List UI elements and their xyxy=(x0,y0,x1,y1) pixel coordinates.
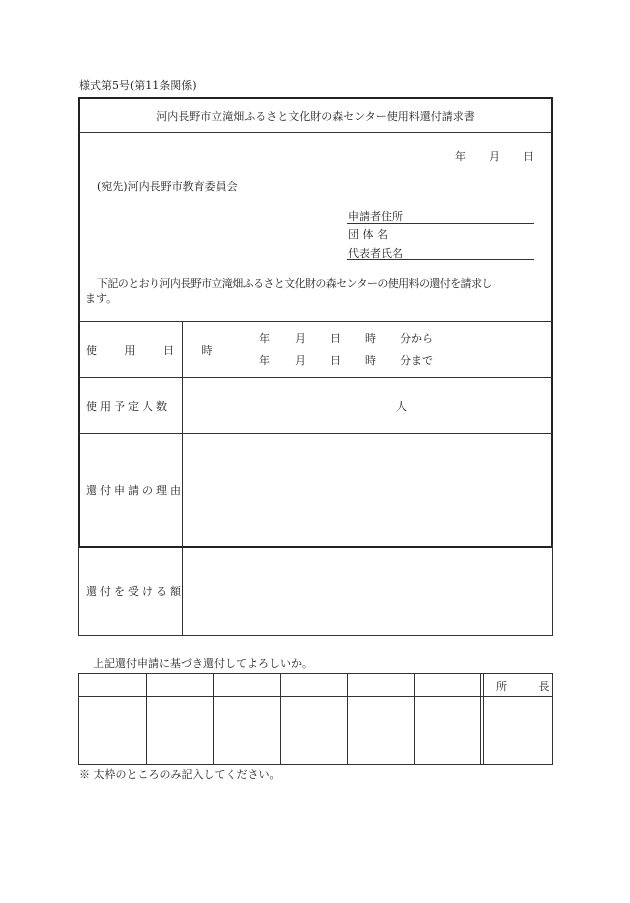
amount-bottom-border xyxy=(78,635,553,636)
request-text-line2: ます。 xyxy=(85,292,118,305)
date-year-label: 年 xyxy=(455,150,466,163)
planned-people-label: 使用予定人数 xyxy=(86,400,170,413)
applicant-representative-label: 代表者氏名 xyxy=(348,247,403,260)
stamp-col-divider xyxy=(480,673,481,764)
from-hour: 時 xyxy=(365,332,376,345)
addressee: (宛先)河内長野市教育委員会 xyxy=(97,180,238,193)
approval-intro: 上記還付申請に基づき還付してよろしいか。 xyxy=(93,657,313,670)
from-day: 日 xyxy=(330,332,341,345)
to-hour: 時 xyxy=(365,354,376,367)
stamp-col-divider xyxy=(280,673,281,764)
form-title: 河内長野市立滝畑ふるさと文化財の森センター使用料還付請求書 xyxy=(156,110,475,123)
to-day: 日 xyxy=(330,354,341,367)
stamp-col-divider-double xyxy=(483,673,484,764)
form-number: 様式第5号(第11条関係) xyxy=(79,79,197,92)
stamp-col-divider xyxy=(146,673,147,764)
to-year: 年 xyxy=(259,354,270,367)
title-divider xyxy=(79,132,552,133)
row-divider xyxy=(79,433,552,434)
from-month: 月 xyxy=(295,332,306,345)
approval-stamp-table xyxy=(78,673,553,765)
stamp-col-divider xyxy=(213,673,214,764)
applicant-representative-line[interactable] xyxy=(347,259,534,260)
planned-people-field[interactable] xyxy=(184,379,550,433)
from-year: 年 xyxy=(259,332,270,345)
to-month: 月 xyxy=(295,354,306,367)
date-month-label: 月 xyxy=(489,150,500,163)
stamp-col-divider xyxy=(347,673,348,764)
amount-right-border xyxy=(552,544,553,636)
refund-amount-label: 還付を受ける額 xyxy=(86,585,184,598)
to-minute: 分まで xyxy=(400,354,433,367)
director-label: 所 長 xyxy=(496,680,564,693)
row-divider xyxy=(79,377,552,378)
table-top-divider xyxy=(79,321,552,322)
applicant-address-line[interactable] xyxy=(347,223,534,224)
refund-reason-field[interactable] xyxy=(184,435,550,543)
from-minute: 分から xyxy=(400,332,433,345)
amount-left-border xyxy=(78,544,79,636)
stamp-header-divider xyxy=(78,696,553,697)
refund-reason-label: 還付申請の理由 xyxy=(86,484,184,497)
usage-datetime-label: 使 用 日 時 xyxy=(86,344,225,357)
applicant-address-label: 申請者住所 xyxy=(348,210,403,223)
footnote: ※ 太枠のところのみ記入してください。 xyxy=(79,768,281,781)
applicant-group-label: 団 体 名 xyxy=(348,228,388,241)
date-day-label: 日 xyxy=(523,150,534,163)
stamp-col-divider xyxy=(414,673,415,764)
request-text-line1: 下記のとおり河内長野市立滝畑ふるさと文化財の森センターの使用料の還付を請求し xyxy=(97,277,492,290)
people-unit: 人 xyxy=(396,400,407,413)
